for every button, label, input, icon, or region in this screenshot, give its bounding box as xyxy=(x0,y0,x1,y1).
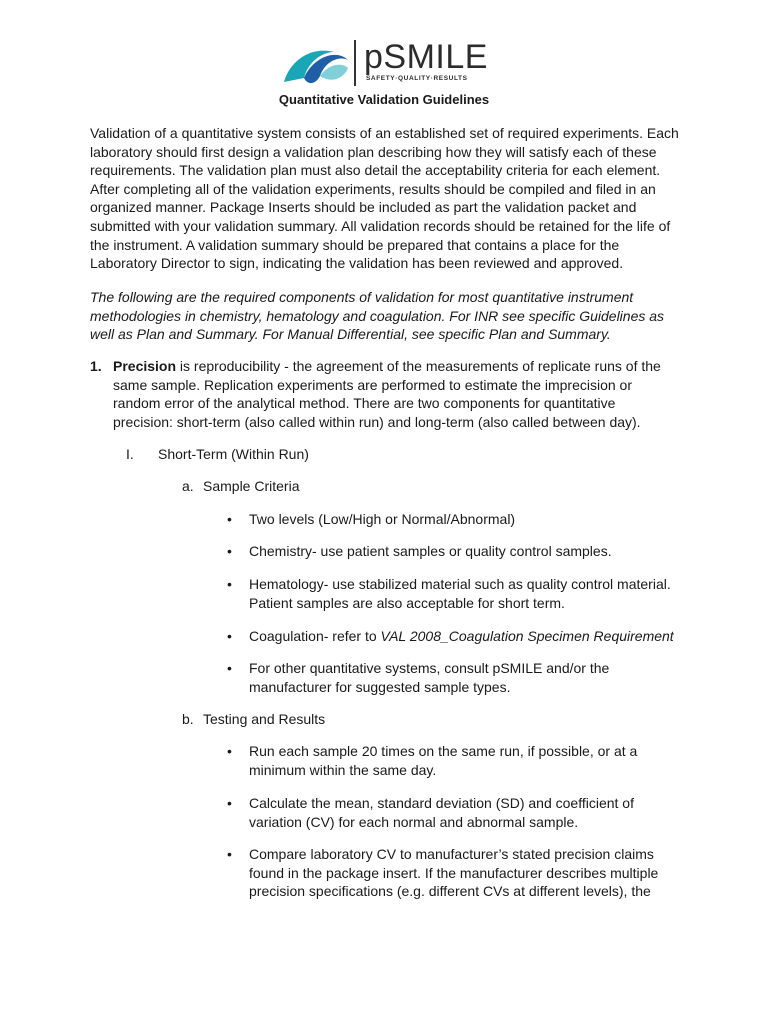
list-item: For other quantitative systems, consult pSMILE and/or the manufacturer for suggested sample types. xyxy=(249,660,610,695)
intro-paragraph: Validation of a quantitative system consists of an established set of required experiments. Each laboratory should first design a validation plan describing how they will satisfy each of these requirements. The validation plan must also detail the acceptability criteria for each element. After completing all of the validation experiments, results should be compiled and filed in an organized manner. Package Inserts should be included as part the validation packet and submitted with your validation summary. All validation records should be retained for the life of the instrument. A validation summary should be prepared that contains a place for the Laboratory Director to sign, indicating the validation has been reviewed and approved. xyxy=(90,125,679,272)
precision-term: Precision xyxy=(113,358,177,374)
wave-logo-icon xyxy=(282,38,350,88)
sample-criteria-title: Sample Criteria xyxy=(203,478,300,494)
list-item: Calculate the mean, standard deviation (SD) and coefficient of variation (CV) for each normal and abnormal sample. xyxy=(249,795,634,830)
bullet-symbol: • xyxy=(227,846,232,862)
bullet-symbol: • xyxy=(227,628,232,644)
item-letter-a: a. xyxy=(182,478,194,494)
brand-name: pSMILE xyxy=(364,38,488,76)
testing-results-title: Testing and Results xyxy=(203,711,326,727)
document-title: Quantitative Validation Guidelines xyxy=(278,92,490,107)
bullet-symbol: • xyxy=(227,795,232,811)
precision-text: is reproducibility - the agreement of the measurements of replicate runs of the same sample. Replication experiments are performed to estimate the imprecision or random error of the analytical method. There are two components for quantitative precision: short-term (also called within run) and long-term (also called between day). xyxy=(113,358,661,430)
coag-prefix: Coagulation- refer to xyxy=(249,628,381,644)
coag-reference: VAL 2008_Coagulation Specimen Requirement xyxy=(380,628,674,644)
intro-italic-note: The following are the required components of validation for most quantitative instrument methodologies in chemistry, hematology and coagulation. For INR see specific Guidelines as well as Plan and Summary. For Manual Differential, see specific Plan and Summary. xyxy=(90,289,665,343)
bullet-symbol: • xyxy=(227,743,232,759)
list-item: Hematology- use stabilized material such as quality control material. Patient samples are also acceptable for short term. xyxy=(249,576,671,611)
list-item xyxy=(249,627,689,646)
brand-tagline: SAFETY·QUALITY·RESULTS xyxy=(366,75,468,82)
list-item: Run each sample 20 times on the same run, if possible, or at a minimum within the same day. xyxy=(249,743,638,778)
bullet-symbol: • xyxy=(227,543,232,559)
list-item: Compare laboratory CV to manufacturer’s stated precision claims found in the package insert. If the manufacturer describes multiple precision specifications (e.g. different CVs at different levels), the xyxy=(249,846,659,900)
subsection-title: Short-Term (Within Run) xyxy=(158,446,309,462)
list-item: Chemistry- use patient samples or quality control samples. xyxy=(249,543,612,559)
psmile-logo xyxy=(282,36,492,92)
bullet-symbol: • xyxy=(227,660,232,676)
roman-numeral: I. xyxy=(126,446,134,462)
section-number: 1. xyxy=(90,358,102,374)
bullet-symbol: • xyxy=(227,576,232,592)
precision-paragraph xyxy=(113,357,678,431)
bullet-symbol: • xyxy=(227,511,232,527)
list-item: Two levels (Low/High or Normal/Abnormal) xyxy=(249,511,516,527)
logo-divider xyxy=(354,40,356,86)
item-letter-b: b. xyxy=(182,711,194,727)
